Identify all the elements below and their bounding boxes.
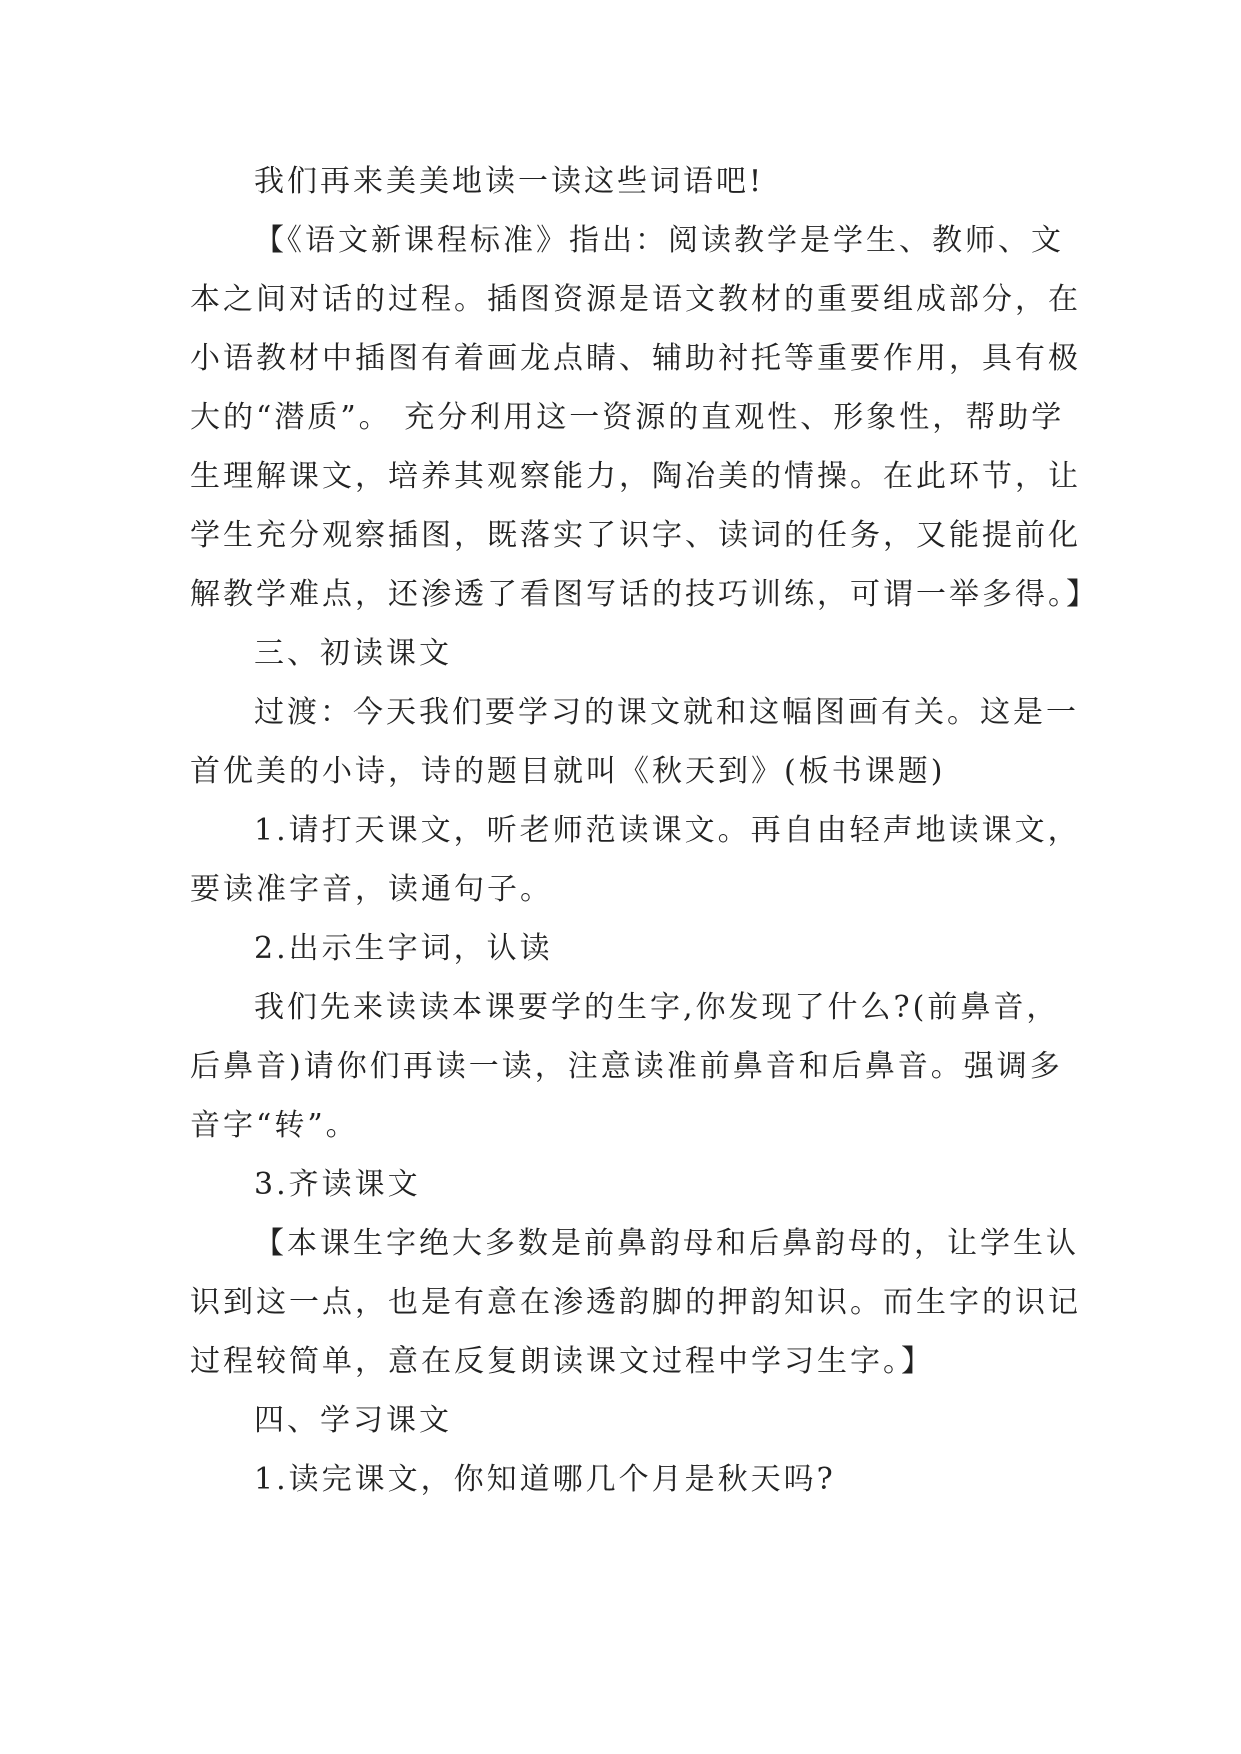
list-item-3: 3.齐读课文 <box>254 1167 421 1202</box>
paragraph-curriculum-note: 【《语文新课程标准》指出：阅读教学是学生、教师、文本之间对话的过程。插图资源是语文教材的重要组成部分，在小语教材中插图有着画龙点睛、辅助衬托等重要作用，具有极大的“潜质”。 充分利用这一资源的直观性、形象性，帮助学生理解课文，培养其观察能力，陶冶美的情操。在此环节，让学生充分观察插图，既落实了识字、读词的任务，又能提前化解教学难点，还渗透了看图写话的技巧训练，可谓一举多得。】 <box>190 223 1099 612</box>
list-item-question: 1.读完课文，你知道哪几个月是秋天吗? <box>254 1462 836 1497</box>
section-heading-study-text: 四、学习课文 <box>254 1403 452 1438</box>
paragraph-read-words: 我们再来美美地读一读这些词语吧! <box>254 164 765 199</box>
paragraph-transition: 过渡：今天我们要学习的课文就和这幅图画有关。这是一首优美的小诗，诗的题目就叫《秋天到》(板书课题) <box>190 695 1079 789</box>
list-item-2: 2.出示生字词，认读 <box>254 931 553 966</box>
document-body <box>190 152 1099 1509</box>
paragraph-rhyme-note: 【本课生字绝大多数是前鼻韵母和后鼻韵母的，让学生认识到这一点，也是有意在渗透韵脚的押韵知识。而生字的识记过程较简单，意在反复朗读课文过程中学习生字。】 <box>190 1226 1081 1379</box>
list-item-1: 1.请打天课文，听老师范读课文。再自由轻声地读课文，要读准字音，读通句子。 <box>190 813 1081 907</box>
section-heading-first-reading: 三、初读课文 <box>254 636 452 671</box>
paragraph-new-characters: 我们先来读读本课要学的生字,你发现了什么?(前鼻音，后鼻音)请你们再读一读，注意读准前鼻音和后鼻音。强调多音字“转”。 <box>190 990 1063 1143</box>
